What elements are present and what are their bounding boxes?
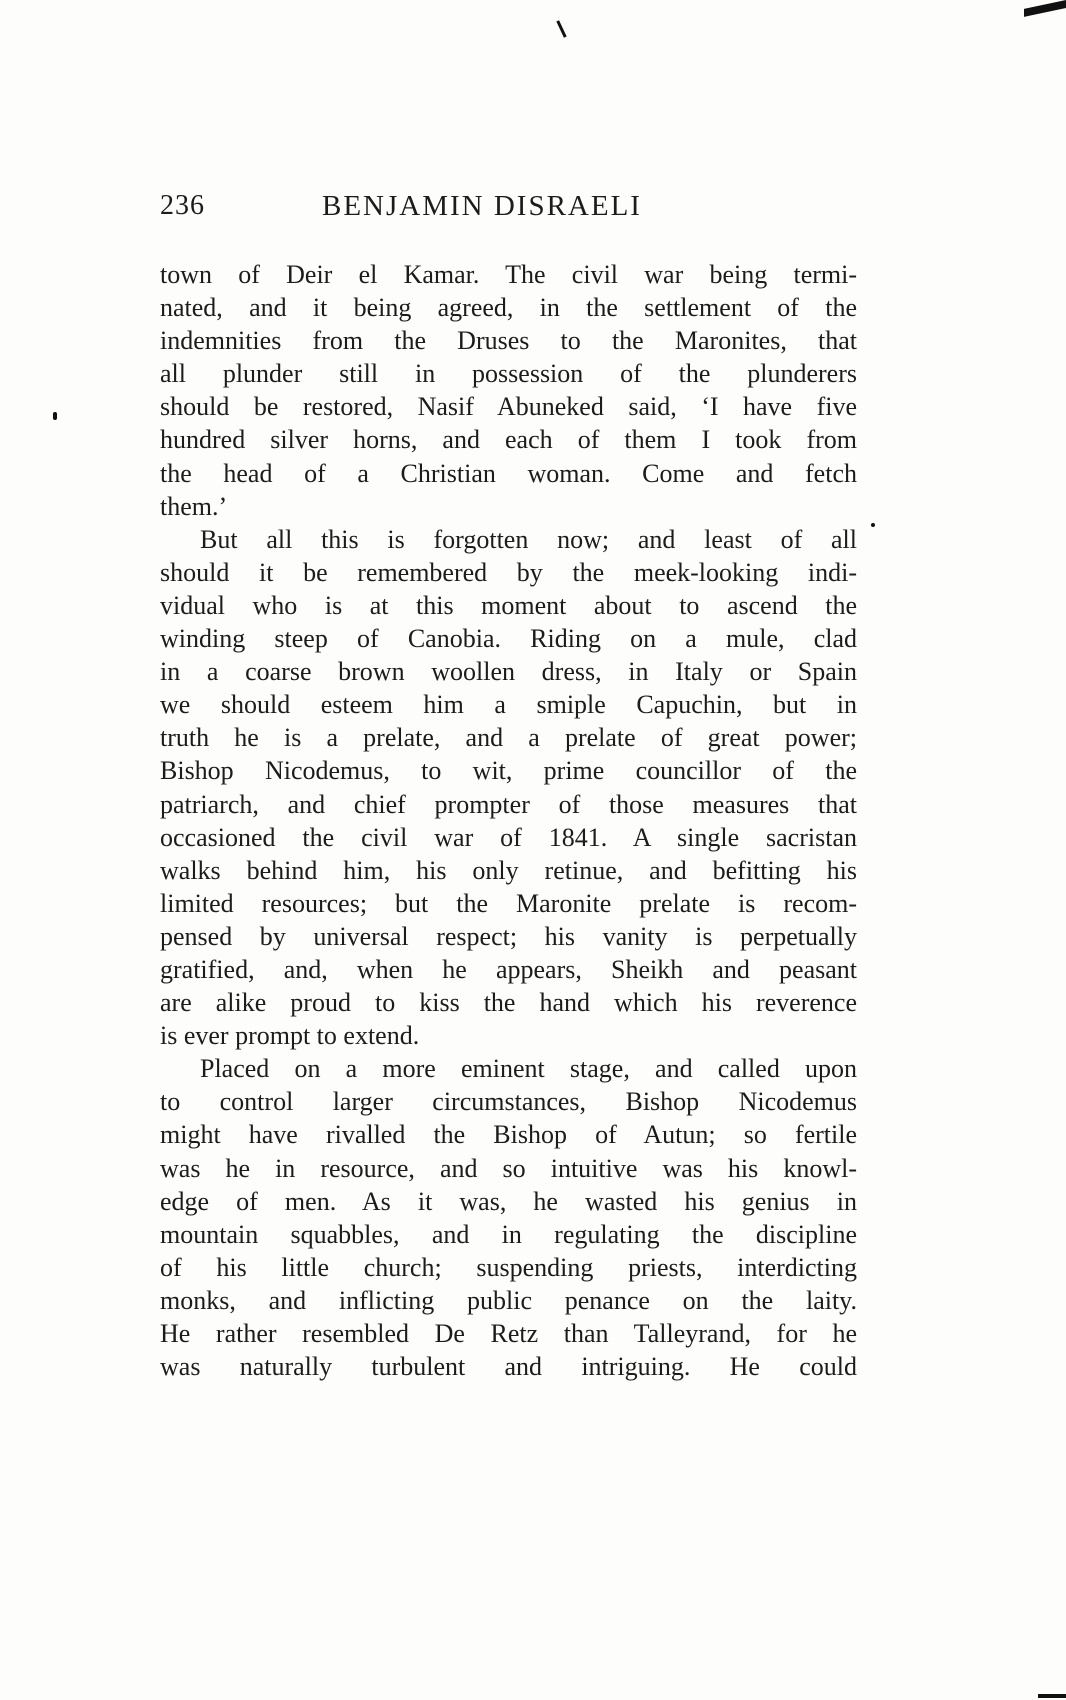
scan-artifact-right-dot — [871, 523, 875, 527]
scan-artifact-top-tick — [556, 20, 566, 38]
scan-artifact-bottom-right — [1038, 1694, 1066, 1698]
text-line: was he in resource, and so intuitive was his knowl- — [160, 1153, 857, 1183]
scan-artifact-left-dot — [53, 412, 57, 420]
text-line: walks behind him, his only retinue, and befitting his — [160, 855, 857, 885]
body-text — [160, 258, 857, 1383]
text-line: gratified, and, when he appears, Sheikh and peasant — [160, 954, 857, 984]
scan-artifact-top-right — [1024, 0, 1066, 17]
text-line: vidual who is at this moment about to ascend the — [160, 590, 857, 620]
text-line: all plunder still in possession of the plunderers — [160, 359, 857, 389]
paragraph-first-line: Placed on a more eminent stage, and called upon — [200, 1054, 857, 1084]
text-line: patriarch, and chief prompter of those measures that — [160, 789, 857, 819]
page-number: 236 — [160, 190, 205, 221]
text-line: are alike proud to kiss the hand which his reverence — [160, 988, 857, 1018]
text-line: occasioned the civil war of 1841. A single sacristan — [160, 822, 857, 852]
text-line: the head of a Christian woman. Come and fetch — [160, 458, 857, 488]
text-line: truth he is a prelate, and a prelate of great power; — [160, 723, 857, 753]
text-line: limited resources; but the Maronite prelate is recom- — [160, 888, 857, 918]
text-line: indemnities from the Druses to the Maronites, that — [160, 326, 857, 356]
text-line: pensed by universal respect; his vanity is perpetually — [160, 921, 857, 951]
text-line: should be restored, Nasif Abuneked said, ‘I have five — [160, 392, 857, 422]
text-line: monks, and inflicting public penance on the laity. — [160, 1285, 857, 1315]
running-title: BENJAMIN DISRAELI — [322, 190, 642, 222]
text-line: we should esteem him a smiple Capuchin, but in — [160, 690, 857, 720]
text-line: in a coarse brown woollen dress, in Italy or Spain — [160, 657, 857, 687]
text-line: winding steep of Canobia. Riding on a mule, clad — [160, 624, 857, 654]
text-line: should it be remembered by the meek-looking indi- — [160, 557, 857, 587]
text-line: to control larger circumstances, Bishop Nicodemus — [160, 1087, 857, 1117]
text-line: is ever prompt to extend. — [160, 1021, 420, 1051]
text-line: of his little church; suspending priests, interdicting — [160, 1252, 857, 1282]
text-line: Bishop Nicodemus, to wit, prime councillor of the — [160, 756, 857, 786]
text-line: might have rivalled the Bishop of Autun; so fertile — [160, 1120, 857, 1150]
text-line: hundred silver horns, and each of them I took from — [160, 425, 857, 455]
text-line: was naturally turbulent and intriguing. He could — [160, 1352, 857, 1382]
text-line: He rather resembled De Retz than Talleyrand, for he — [160, 1319, 857, 1348]
paragraph-first-line: But all this is forgotten now; and least of all — [200, 524, 857, 554]
text-line: mountain squabbles, and in regulating the discipline — [160, 1219, 857, 1249]
text-line: town of Deir el Kamar. The civil war being termi- — [160, 260, 857, 289]
text-line: edge of men. As it was, he wasted his genius in — [160, 1186, 857, 1216]
text-line: nated, and it being agreed, in the settlement of the — [160, 293, 857, 323]
text-line: them.’ — [160, 491, 228, 521]
page-header — [160, 190, 860, 230]
